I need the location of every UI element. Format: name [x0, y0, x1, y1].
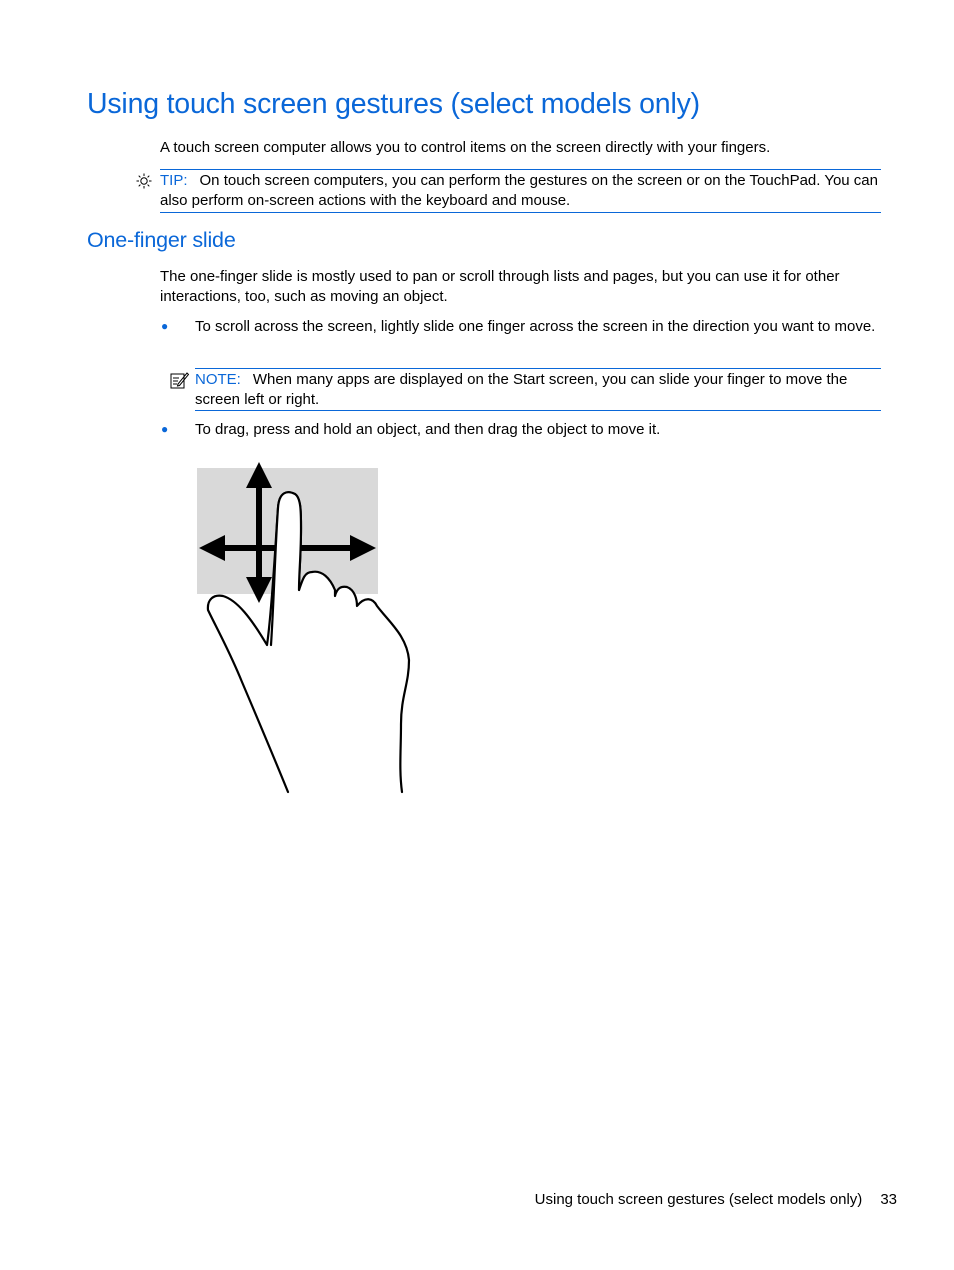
- tip-label: TIP:: [160, 172, 188, 189]
- bullet-icon: ●: [161, 422, 169, 436]
- list-item-text: To scroll across the screen, lightly slide one finger across the screen in the direction you want to move.: [195, 318, 876, 335]
- list-item-text: To drag, press and hold an object, and then drag the object to move it.: [195, 421, 661, 438]
- list-item: [160, 420, 880, 440]
- intro-paragraph: A touch screen computer allows you to control items on the screen directly with your fingers.: [160, 139, 771, 156]
- one-finger-slide-gesture-icon: [195, 460, 420, 795]
- bullet-icon: ●: [161, 319, 169, 333]
- note-pencil-icon: [170, 371, 189, 389]
- section-title: One-finger slide: [87, 228, 236, 252]
- note-label: NOTE:: [195, 371, 241, 388]
- section-intro: The one-finger slide is mostly used to pan or scroll through lists and pages, but you can use it for other interactions, too, such as moving an object.: [160, 268, 840, 305]
- list-item: [160, 317, 880, 337]
- tip-callout: [160, 169, 881, 213]
- page-title: Using touch screen gestures (select models only): [87, 88, 700, 120]
- lightbulb-icon: [136, 173, 152, 189]
- tip-text: On touch screen computers, you can perform the gestures on the screen or on the TouchPad. You can also perform on-screen actions with the keyboard and mouse.: [160, 172, 878, 209]
- page-footer: [535, 1191, 897, 1208]
- footer-title: Using touch screen gestures (select models only): [534, 1191, 863, 1208]
- note-callout: [195, 368, 881, 411]
- page-number: 33: [880, 1191, 897, 1208]
- note-text: When many apps are displayed on the Start screen, you can slide your finger to move the screen left or right.: [195, 371, 848, 408]
